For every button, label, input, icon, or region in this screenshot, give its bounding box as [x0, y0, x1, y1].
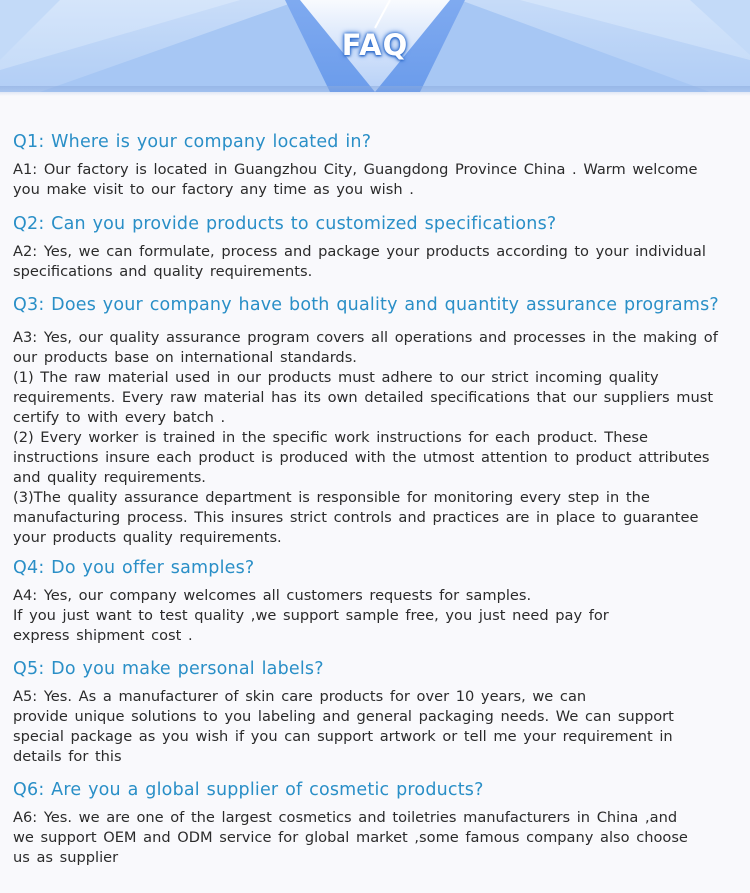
question-text: : Can you provide products to customized specifications? — [38, 214, 557, 234]
faq-answer-4-line: A4: Yes, our company welcomes all customers requests for samples. — [13, 587, 532, 604]
question-text: : Are you a global supplier of cosmetic products? — [38, 780, 484, 800]
faq-answer-3-line: A3: Yes, our quality assurance program covers all operations and processes in the making of — [13, 329, 718, 346]
faq-answer-3-line: manufacturing process. This insures strict controls and practices are in place to guarantee — [13, 509, 699, 526]
faq-answer-3-line: your products quality requirements. — [13, 529, 282, 546]
faq-banner — [0, 0, 750, 92]
faq-answer-1-line: you make visit to our factory any time as you wish . — [13, 181, 414, 198]
faq-answer-5-line: special package as you wish if you can support artwork or tell me your requirement in — [13, 728, 673, 745]
faq-question-5 — [13, 659, 324, 679]
question-text: : Where is your company located in? — [38, 132, 372, 152]
faq-answer-3-line: requirements. Every raw material has its own detailed specifications that our suppliers must — [13, 389, 714, 406]
faq-answer-3-line: our products base on international standards. — [13, 349, 357, 366]
question-number: Q5 — [13, 659, 39, 679]
faq-answer-3-line: instructions insure each product is produced with the utmost attention to product attributes — [13, 449, 710, 466]
question-number: Q1 — [13, 132, 39, 152]
faq-answer-3-line: (1) The raw material used in our products must adhere to our strict incoming quality — [13, 369, 659, 386]
faq-answer-6-line: we support OEM and ODM service for global market ,some famous company also choose — [13, 829, 688, 846]
question-number: Q4 — [13, 558, 39, 578]
faq-answer-5-line: provide unique solutions to you labeling and general packaging needs. We can support — [13, 708, 674, 725]
faq-answer-3-line: (3)The quality assurance department is responsible for monitoring every step in the — [13, 489, 650, 506]
faq-answer-5-line: A5: Yes. As a manufacturer of skin care products for over 10 years, we can — [13, 688, 587, 705]
banner-shadow — [0, 86, 750, 96]
question-text: : Do you offer samples? — [38, 558, 255, 578]
question-text: : Does your company have both quality and quantity assurance programs? — [38, 295, 719, 315]
faq-question-1 — [13, 132, 371, 152]
faq-answer-1-line: A1: Our factory is located in Guangzhou City, Guangdong Province China . Warm welcome — [13, 161, 698, 178]
faq-answer-2-line: A2: Yes, we can formulate, process and package your products according to your individual — [13, 243, 706, 260]
faq-answer-3-line: (2) Every worker is trained in the specific work instructions for each product. These — [13, 429, 649, 446]
question-number: Q3 — [13, 295, 39, 315]
question-number: Q2 — [13, 214, 39, 234]
faq-answer-6-line: us as supplier — [13, 849, 119, 866]
faq-question-4 — [13, 558, 254, 578]
faq-answer-3-line: and quality requirements. — [13, 469, 206, 486]
faq-answer-4-line: express shipment cost . — [13, 627, 193, 644]
faq-answer-2-line: specifications and quality requirements. — [13, 263, 313, 280]
question-number: Q6 — [13, 780, 39, 800]
faq-answer-3-line: certify to with every batch . — [13, 409, 226, 426]
question-text: : Do you make personal labels? — [38, 659, 324, 679]
faq-question-6 — [13, 780, 484, 800]
faq-question-3 — [13, 295, 719, 315]
page-title: FAQ — [341, 28, 409, 62]
faq-question-2 — [13, 214, 556, 234]
faq-answer-4-line: If you just want to test quality ,we support sample free, you just need pay for — [13, 607, 609, 624]
faq-answer-6-line: A6: Yes. we are one of the largest cosmetics and toiletries manufacturers in China ,and — [13, 809, 678, 826]
faq-answer-5-line: details for this — [13, 748, 122, 765]
